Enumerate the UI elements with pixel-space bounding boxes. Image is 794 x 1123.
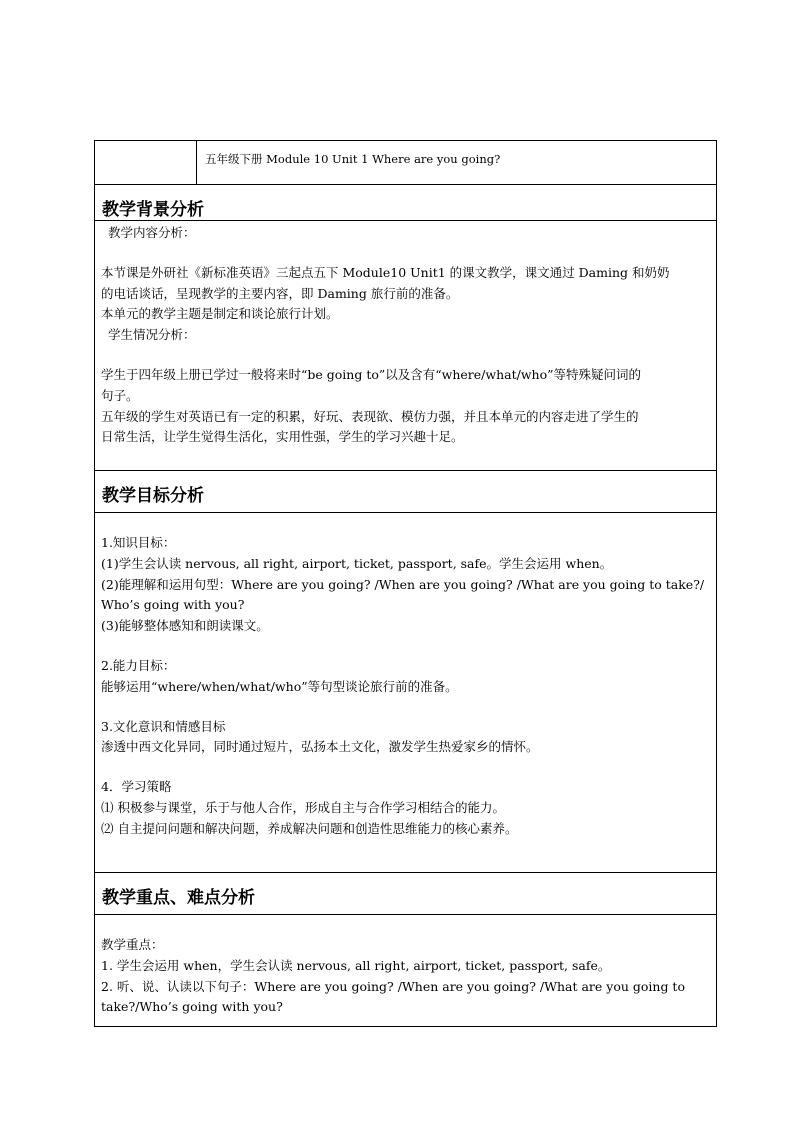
keypoints-content <box>95 915 717 1027</box>
knowledge-title: 1.知识目标： <box>101 535 176 550</box>
strategy-title: 4．学习策略 <box>101 779 172 795</box>
student-line: 日常生活，让学生觉得生活化，实用性强，学生的学习兴趣十足。 <box>101 429 464 445</box>
knowledge-line: (3)能够整体感知和朗读课文。 <box>101 618 269 634</box>
ability-title: 2.能力目标： <box>101 657 176 673</box>
background-heading: 教学背景分析 <box>95 185 717 221</box>
ability-line: 能够运用“where/when/what/who”等句型谈论旅行前的准备。 <box>101 678 458 694</box>
background-heading-row <box>95 185 717 221</box>
culture-line: 渗透中西文化异同，同时通过短片，弘扬本土文化，激发学生热爱家乡的情怀。 <box>101 739 539 755</box>
objectives-content <box>95 513 717 873</box>
student-analysis-label: 学生情况分析： <box>108 327 196 343</box>
keypoints-heading-row <box>95 873 717 915</box>
knowledge-line: (1)学生会认读 nervous, all right, airport, ticket, passport, safe。学生会运用 when。 <box>101 555 613 571</box>
background-content-row <box>95 221 717 471</box>
keypoints-label: 教学重点： <box>101 937 164 952</box>
keypoints-line: take?/Who’s going with you? <box>101 999 283 1015</box>
content-line: 本单元的教学主题是制定和谈论旅行计划。 <box>101 306 339 322</box>
content-line: 的电话谈话，呈现教学的主要内容，即 Daming 旅行前的准备。 <box>101 285 459 301</box>
content-analysis-label: 教学内容分析： <box>108 225 196 240</box>
student-line: 学生于四年级上册已学过一般将来时“be going to”以及含有“where/what/who”等特殊疑问词的 <box>101 366 641 382</box>
keypoints-line: 2. 听、说、认读以下句子：Where are you going? /When are you going? /What are you going to <box>101 978 685 994</box>
strategy-line: ⑴ 积极参与课堂，乐于与他人合作，形成自主与合作学习相结合的能力。 <box>101 799 505 815</box>
keypoints-content-row <box>95 915 717 1027</box>
lesson-title: 五年级下册 Module 10 Unit 1 Where are you going? <box>197 141 717 185</box>
objectives-heading-row <box>95 471 717 513</box>
knowledge-line: Who’s going with you? <box>101 597 245 613</box>
student-line: 五年级的学生对英语已有一定的积累，好玩、表现欲、模仿力强，并且本单元的内容走进了学生的 <box>101 408 639 424</box>
strategy-line: ⑵ 自主提问问题和解决问题，养成解决问题和创造性思维能力的核心素养。 <box>101 820 518 836</box>
lesson-plan <box>94 140 716 1027</box>
background-content <box>95 221 717 471</box>
header-blank-cell <box>95 141 197 185</box>
objectives-heading: 教学目标分析 <box>95 471 717 513</box>
header-row <box>95 141 717 185</box>
student-line: 句子。 <box>101 387 139 403</box>
content-line: 本节课是外研社《新标准英语》三起点五下 Module10 Unit1 的课文教学，课文通过 Daming 和奶奶 <box>101 264 670 280</box>
objectives-content-row <box>95 513 717 873</box>
knowledge-line: (2)能理解和运用句型：Where are you going? /When are you going? /What are you going to take?/ <box>101 576 705 592</box>
keypoints-heading: 教学重点、难点分析 <box>95 873 717 915</box>
culture-title: 3.文化意识和情感目标 <box>101 718 226 734</box>
keypoints-line: 1. 学生会运用 when，学生会认读 nervous, all right, airport, ticket, passport, safe。 <box>101 957 611 973</box>
lesson-plan-table <box>94 140 717 1027</box>
